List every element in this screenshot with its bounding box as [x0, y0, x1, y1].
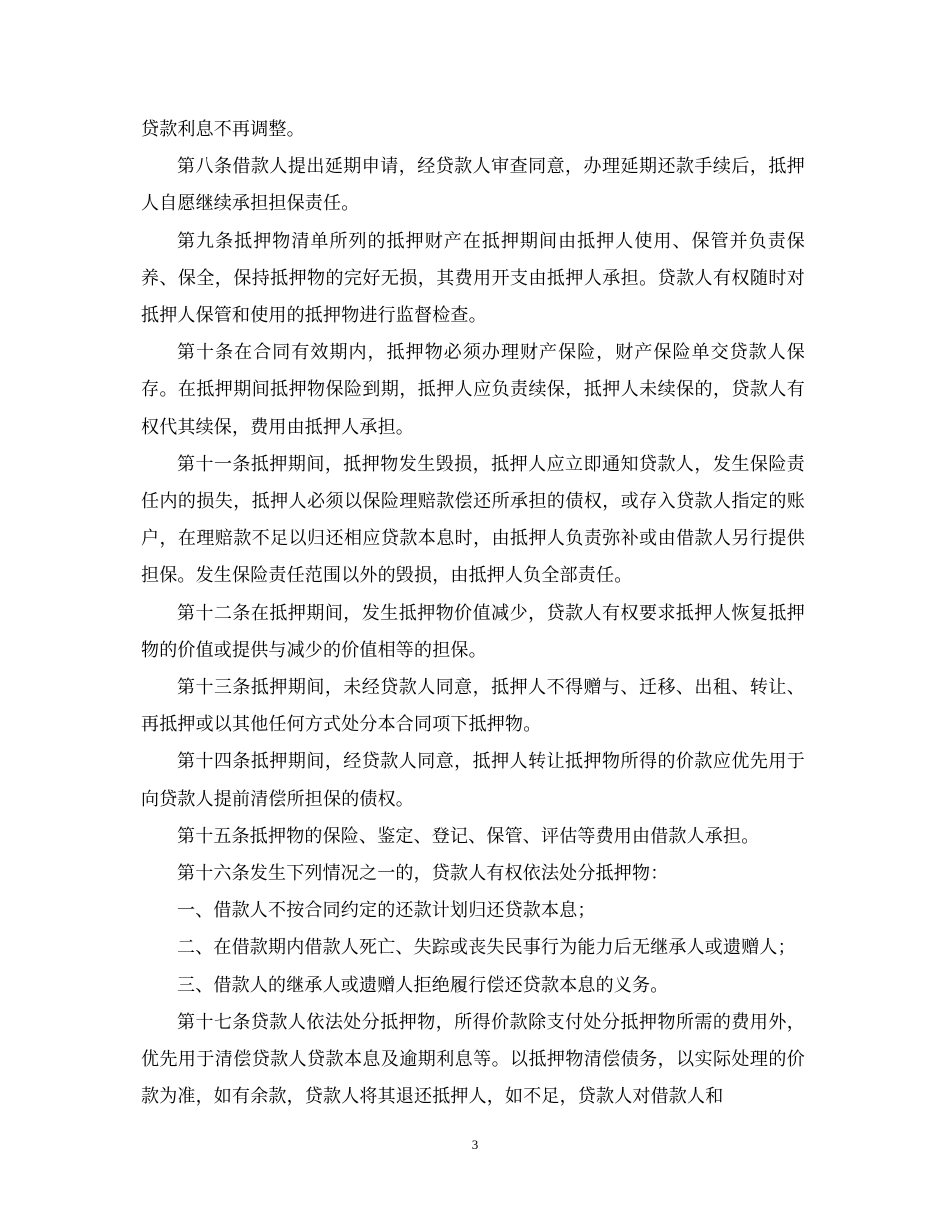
paragraph-article-15: 第十五条抵押物的保险、鉴定、登记、保管、评估等费用由借款人承担。 — [177, 825, 760, 847]
paragraph-article-14: 第十四条抵押期间，经贷款人同意，抵押人转让抵押物所得的价款应优先用于向贷款人提前清偿所担保的债权。 — [141, 751, 805, 810]
paragraph-article-11: 第十一条抵押期间，抵押物发生毁损，抵押人应立即通知贷款人，发生保险责任内的损失，抵押人必须以保险理赔款偿还所承担的债权，或存入贷款人指定的账户，在理赔款不足以归还相应贷款本息时，由抵押人负责弥补或由借款人另行提供担保。发生保险责任范围以外的毁损，由抵押人负全部责任。 — [141, 453, 805, 587]
list-item-3: 三、借款人的继承人或遗赠人拒绝履行偿还贷款本息的义务。 — [177, 974, 669, 996]
list-item-1: 一、借款人不按合同约定的还款计划归还贷款本息； — [177, 900, 596, 922]
paragraph-article-17: 第十七条贷款人依法处分抵押物，所得价款除支付处分抵押物所需的费用外，优先用于清偿贷款人贷款本息及逾期利息等。以抵押物清偿债务，以实际处理的价款为准，如有余款，贷款人将其退还抵押人，如不足，贷款人对借款人和 — [141, 1011, 805, 1108]
page-number: 3 — [471, 1137, 479, 1152]
paragraph-article-9: 第九条抵押物清单所列的抵押财产在抵押期间由抵押人使用、保管并负责保养、保全，保持抵押物的完好无损，其费用开支由抵押人承担。贷款人有权随时对抵押人保管和使用的抵押物进行监督检查。 — [141, 230, 805, 327]
paragraph-article-8: 第八条借款人提出延期申请，经贷款人审查同意，办理延期还款手续后，抵押人自愿继续承担担保责任。 — [141, 156, 805, 215]
paragraph-0: 贷款利息不再调整。 — [141, 119, 305, 140]
document-body — [141, 111, 805, 1115]
paragraph-article-12: 第十二条在抵押期间，发生抵押物价值减少，贷款人有权要求抵押人恢复抵押物的价值或提供与减少的价值相等的担保。 — [141, 602, 805, 661]
paragraph-article-10: 第十条在合同有效期内，抵押物必须办理财产保险，财产保险单交贷款人保存。在抵押期间抵押物保险到期，抵押人应负责续保，抵押人未续保的，贷款人有权代其续保，费用由抵押人承担。 — [141, 342, 805, 438]
list-item-2: 二、在借款期内借款人死亡、失踪或丧失民事行为能力后无继承人或遗赠人； — [177, 937, 796, 959]
paragraph-article-13: 第十三条抵押期间，未经贷款人同意，抵押人不得赠与、迁移、出租、转让、再抵押或以其他任何方式处分本合同项下抵押物。 — [141, 677, 805, 736]
paragraph-article-16: 第十六条发生下列情况之一的，贷款人有权依法处分抵押物： — [177, 863, 669, 885]
